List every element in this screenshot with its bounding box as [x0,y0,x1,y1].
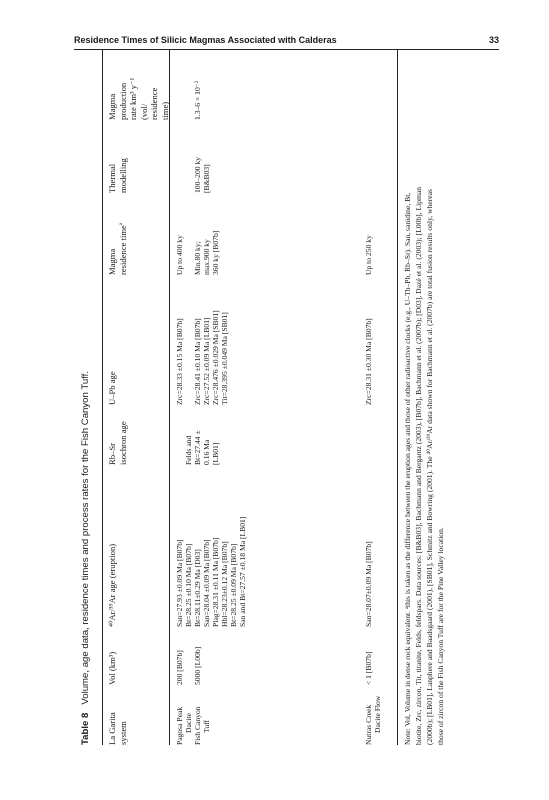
table-row [364,696,382,745]
arar-value: Bt=28.25 ±0.10 Ma [B07b] [184,543,193,627]
col-header-rbsr-line: isochron age [117,421,128,465]
magma-value: 360 ky [B07b] [211,230,220,275]
upb-value: Zrc=28.41 ±0.10 Ma [B07b] [193,318,202,405]
col-header-system-line: La Garita [107,712,117,745]
note-line: Note: Vol, Volume in dense rock equivalent. ᵃthis is taken as the difference between the eruption ages and those of other radioactive clocks (e.g., U–Th–Pb, Rb–Sr). San, sanidine, Bt, [403,192,412,745]
note-line: those of zircon of the Fish Canyon Tuff are for the Pine Valley location. [436,527,445,745]
row-magma: Up to 250 ky [364,235,373,275]
row-vol: < 1 [B07b] [364,651,373,685]
row-system: Tuff [202,719,211,733]
page-number: 33 [488,35,499,45]
row-arar [193,517,247,627]
running-title: Residence Times of Silicic Magmas Associated with Calderas [74,35,337,45]
arar-value: San and Bt=27.57 ±0.18 Ma [LB01] [238,516,247,627]
row-magma: Up to 400 ky [175,235,184,275]
footnote-marker: a [118,222,124,226]
col-header-arar: ⁴⁰Ar/³⁹Ar age (eruption) [107,543,117,627]
col-header-thermal-line: modelling [117,158,128,193]
col-header-thermal [107,158,128,193]
row-rbsr [184,430,220,465]
row-upb: Zrc=28.31 ±0.30 Ma [B07b] [364,318,373,405]
table-row [175,707,193,745]
table-caption [80,50,91,745]
arar-value: Bt=28.25 ±0.09 Ma [B07b] [229,543,238,627]
arar-value: San=28.04 ±0.09 Ma [B07b] [202,539,211,627]
col-header-thermal-line: Thermal [107,163,117,193]
col-header-vol: Vol (km³) [107,651,117,685]
col-header-magma-line: Magma [107,248,117,275]
table-bottom-rule [397,50,398,745]
col-header-upb: U–Pb age [107,371,117,405]
table-note [402,50,446,745]
col-header-system [107,712,128,745]
magma-value: max.900 ky [202,239,211,275]
col-header-rbsr [107,421,128,465]
rbsr-value: Felds and [184,435,193,465]
col-header-production-line: time) [159,101,170,120]
top-rule [102,50,103,745]
row-system: Dacite [184,713,193,733]
col-header-production-line: Magma [107,93,117,120]
row-magma [193,231,220,275]
col-header-production-line: (vol/ [138,103,149,120]
upb-value: Zrc=27.52 ±0.09 Ma [LB01] [202,317,211,405]
rbsr-value: Bt=27.44 ± [193,430,202,465]
magma-value: Min.80 ky; [193,241,202,275]
col-header-system-line: system [117,721,128,745]
thermal-value: [B&B03] [202,164,211,193]
table-row [193,706,211,745]
rotated-table [80,50,520,745]
col-header-magma-text: residence time [117,225,128,275]
arar-value: Hbl=28.23±0.12 Ma [B07b] [220,541,229,627]
col-header-rbsr-line: Rb–Sr [107,443,117,465]
col-header-production-line: rate km³ y⁻¹ [128,77,138,120]
row-system: Pagosa Peak [175,706,184,745]
row-vol: 5000 [L00b] [193,646,202,685]
table-label: Table 8 [80,712,91,745]
row-upb [193,310,229,405]
note-line: biotite, Zrc, zircon, Tit, titanite, Felds, feldspars. Data sources: [B&B03], Bachmann and Bergantz (2003), [B07b], Bachmann et al. (2007b); [D03], Dazé et al. (2003); [L00b], Lipman [414,186,423,745]
col-header-production [107,78,170,120]
table-title: Volume, age data, residence times and process rates for the Fish Canyon Tuff. [80,370,91,705]
row-thermal [193,157,211,193]
row-arar [175,539,193,627]
row-system: Fish Canyon [193,706,202,745]
rbsr-value: 0.16 Ma [202,439,211,465]
arar-value: San=27.93 ±0.09 Ma [B07b] [175,539,184,627]
row-system: Nutras Creek [364,704,373,745]
note-line: (2000b); [LB01], Lanphere and Baadsgaard (2001), [SB01], Schmitz and Bowring (2001). The ⁴⁰Ar/³⁹Ar data shown for Bachmann et al. (2007b) are total fusion results only, whereas [425,189,434,745]
row-arar: San=28.07±0.09 Ma [B07b] [364,541,373,627]
row-vol: 200 [B07b] [175,650,184,685]
col-header-production-line: production [117,82,128,120]
arar-value: Bt=28.11±0.29 Ma [D03] [193,549,202,627]
upb-value: Zrc=28.476 ±0.029 Ma [SB01] [211,310,220,405]
row-system: Dacite Flow [373,695,382,733]
upb-value: Tit=28.395 ±0.049 Ma [SB01] [220,312,229,405]
col-header-magma [107,223,128,275]
row-upb: Zrc=28.33 ±0.15 Ma [B07b] [175,318,184,405]
col-header-production-line: residence [149,87,159,120]
thermal-value: 100–200 ky [193,156,202,193]
header-bottom-rule [169,50,170,745]
arar-value: Plag=28.31 ±0.11 Ma [B07b] [211,537,220,627]
row-production: 1.3–6 × 10⁻² [193,80,202,120]
col-header-magma-line [118,223,129,275]
rbsr-value: [LB01] [211,442,220,465]
